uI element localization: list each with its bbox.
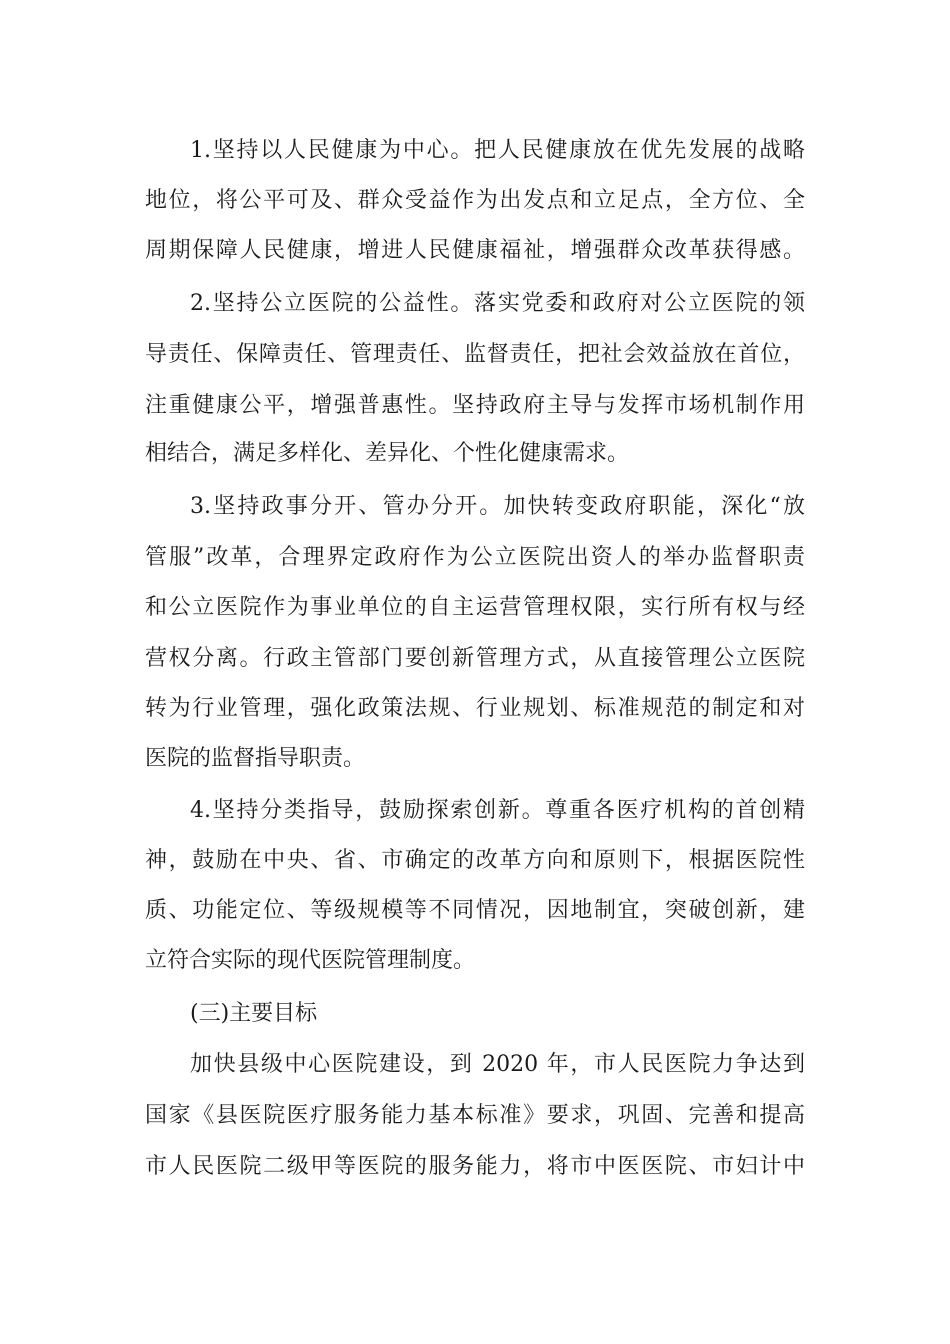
text-line: 营权分离。行政主管部门要创新管理方式，从直接管理公立医院 <box>145 646 805 671</box>
text-line: 医院的监督指导职责。 <box>145 746 366 771</box>
text-line: 3.坚持政事分开、管办分开。加快转变政府职能，深化“放 <box>190 494 805 519</box>
text-line: 2.坚持公立医院的公益性。落实党委和政府对公立医院的领 <box>190 291 805 316</box>
text-line: 神，鼓励在中央、省、市确定的改革方向和原则下，根据医院性 <box>145 848 805 873</box>
text-line: 注重健康公平，增强普惠性。坚持政府主导与发挥市场机制作用 <box>145 393 805 418</box>
text-line: 立符合实际的现代医院管理制度。 <box>145 948 476 973</box>
text-line: 市人民医院二级甲等医院的服务能力，将市中医医院、市妇计中 <box>145 1154 805 1179</box>
text-line: 和公立医院作为事业单位的自主运营管理权限，实行所有权与经 <box>145 595 805 620</box>
text-line: 周期保障人民健康，增进人民健康福祉，增强群众改革获得感。 <box>145 238 805 263</box>
text-line: 1.坚持以人民健康为中心。把人民健康放在优先发展的战略 <box>190 138 805 163</box>
text-line: 质、功能定位、等级规模等不同情况，因地制宜，突破创新，建 <box>145 898 805 923</box>
section-heading: (三)主要目标 <box>190 1001 318 1026</box>
text-line: 相结合，满足多样化、差异化、个性化健康需求。 <box>145 441 630 466</box>
text-line: 地位，将公平可及、群众受益作为出发点和立足点，全方位、全 <box>145 188 805 213</box>
text-line: 4.坚持分类指导，鼓励探索创新。尊重各医疗机构的首创精 <box>190 798 805 823</box>
text-line: 导责任、保障责任、管理责任、监督责任，把社会效益放在首位， <box>145 342 805 367</box>
text-line: 国家《县医院医疗服务能力基本标准》要求，巩固、完善和提高 <box>145 1103 805 1128</box>
text-line: 加快县级中心医院建设，到 2020 年，市人民医院力争达到 <box>190 1052 805 1077</box>
text-line: 管服”改革，合理界定政府作为公立医院出资人的举办监督职责 <box>145 545 805 570</box>
text-line: 转为行业管理，强化政策法规、行业规划、标准规范的制定和对 <box>145 696 805 721</box>
